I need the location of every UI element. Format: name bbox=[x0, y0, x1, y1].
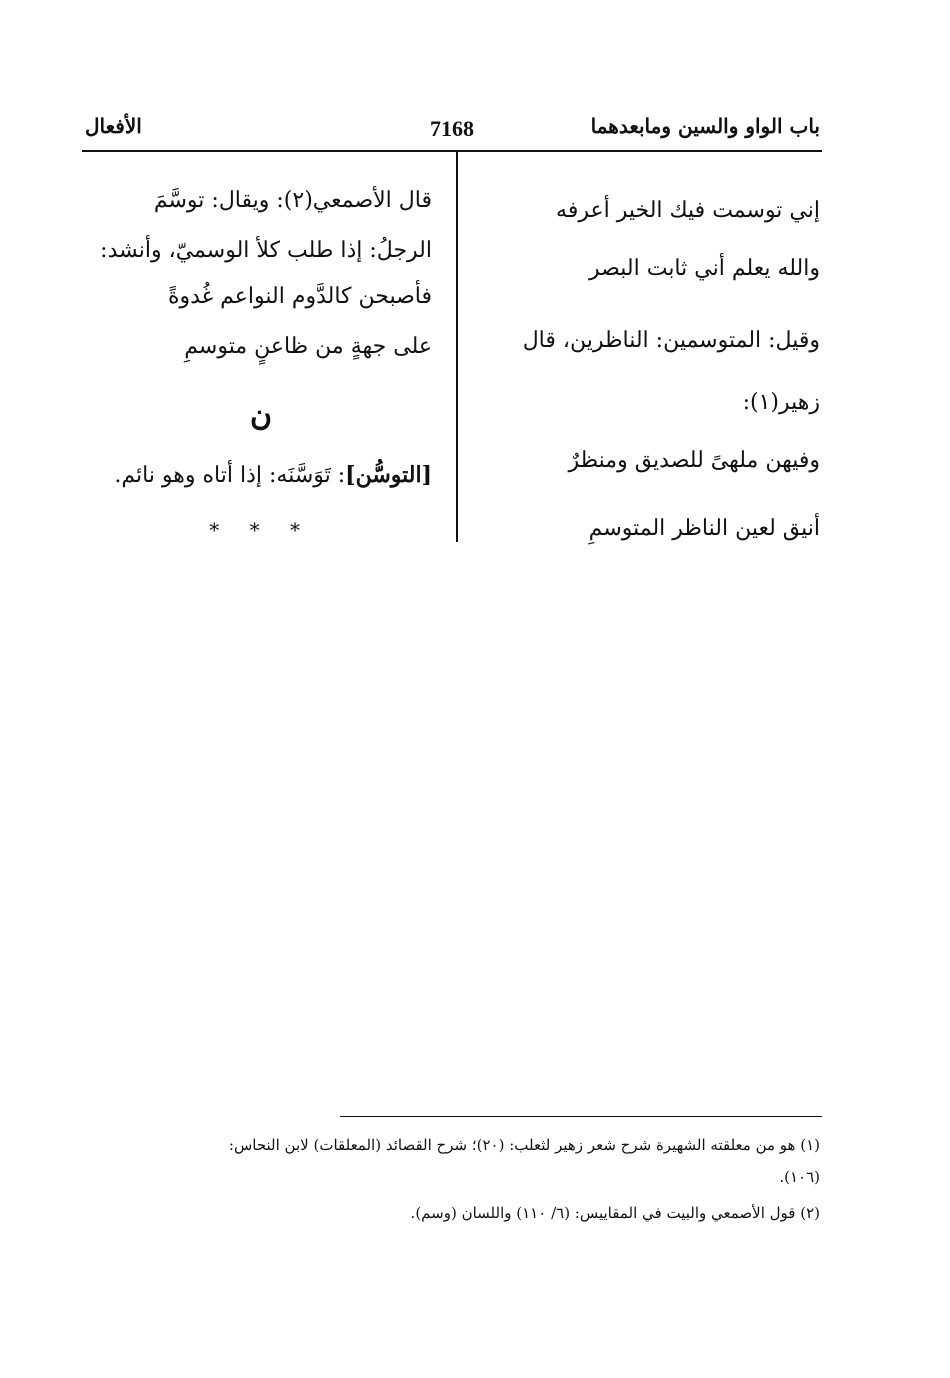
poem-line-3: فأصبحن كالدَّوم النواعم غُدوةً bbox=[167, 284, 432, 309]
poem-line-2: والله يعلم أني ثابت البصر bbox=[589, 256, 820, 281]
text-line-3: وقيل: المتوسمين: الناظرين، قال bbox=[522, 328, 820, 353]
page-number: 7168 bbox=[430, 116, 474, 141]
entry-text: : تَوَسَّنَه: إذا أتاه وهو نائم. bbox=[114, 463, 346, 488]
text-line-4: زهير(١): bbox=[742, 390, 820, 415]
header-rule bbox=[82, 150, 822, 152]
section-end-stars: * * * bbox=[209, 518, 312, 542]
footnote-1-cont: (١٠٦). bbox=[779, 1168, 820, 1186]
entry-line bbox=[114, 462, 432, 488]
entry-term: [التوسُّن] bbox=[345, 462, 432, 488]
poem-line-1: إني توسمت فيك الخير أعرفه bbox=[556, 198, 820, 223]
text-line-1: قال الأصمعي(٢): ويقال: توسَّمَ bbox=[153, 188, 432, 213]
column-divider bbox=[456, 152, 458, 542]
poem-line-4: على جهةٍ من ظاعنٍ متوسمِ bbox=[184, 334, 432, 359]
chapter-title: باب الواو والسين ومابعدهما bbox=[590, 114, 820, 138]
poem-line-5: وفيهن ملهىً للصديق ومنظرٌ bbox=[568, 448, 820, 473]
footnote-rule bbox=[340, 1116, 822, 1117]
footnote-2: (٢) قول الأصمعي والبيت في المقاييس: (٦/ ١١٠) واللسان (وسم). bbox=[410, 1204, 820, 1222]
section-letter: ن bbox=[249, 398, 272, 433]
footnote-1: (١) هو من معلقته الشهيرة شرح شعر زهير لثعلب: (٢٠)؛ شرح القصائد (المعلقات) لابن النحاس: bbox=[228, 1136, 820, 1154]
poem-line-6: أنيق لعين الناظر المتوسمِ bbox=[588, 516, 820, 541]
text-line-2: الرجلُ: إذا طلب كلأ الوسميّ، وأنشد: bbox=[100, 238, 432, 263]
section-title: الأفعال bbox=[85, 114, 142, 138]
